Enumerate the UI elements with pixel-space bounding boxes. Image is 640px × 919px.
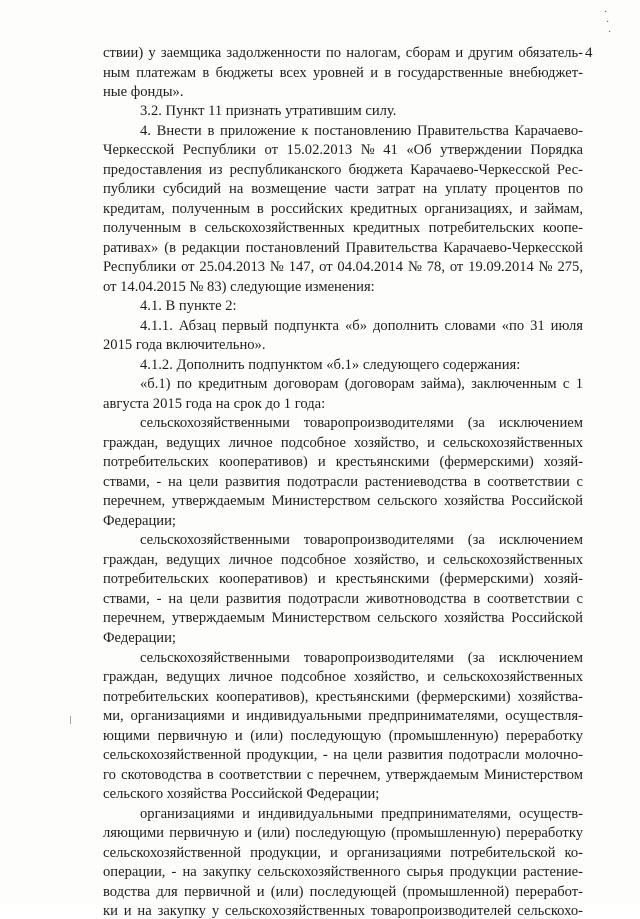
body-line: сельскохозяйственными товаропроизводителями (за исключением bbox=[140, 415, 583, 431]
body-line: публики субсидий на возмещение части затрат на уплату процентов по bbox=[103, 181, 583, 197]
body-line: сельскохозяйственной продукции, и организациями потребительской ко- bbox=[103, 845, 583, 861]
body-line: го скотоводства в соответствии с перечнем, утверждаемым Министерством bbox=[103, 767, 583, 783]
body-line: сельскохозяйственными товаропроизводителями (за исключением bbox=[140, 532, 583, 548]
body-line: потребительских кооперативов) и крестьянскими (фермерскими) хозяй- bbox=[103, 571, 583, 587]
body-line: 2015 года включительно». bbox=[103, 337, 266, 353]
body-line: сельского хозяйства Российской Федерации; bbox=[103, 786, 380, 802]
body-line: потребительских кооперативов) и крестьянскими (фермерскими) хозяй- bbox=[103, 454, 583, 470]
body-line: организациями и индивидуальными предпринимателями, осуществ- bbox=[140, 806, 583, 822]
body-line: кредитам, полученным в российских кредитных организациях, и займам, bbox=[103, 201, 583, 217]
body-line: ные фонды». bbox=[103, 84, 184, 100]
body-line: Федерации; bbox=[103, 630, 176, 646]
body-line: ствами, - на цели развития подотрасли растениеводства в соответствии с bbox=[103, 474, 583, 490]
scan-mark: · bbox=[604, 7, 608, 18]
page-number: 4 bbox=[585, 45, 593, 61]
body-line: 4. Внести в приложение к постановлению Правительства Карачаево- bbox=[140, 123, 583, 139]
body-line: Республики от 25.04.2013 № 147, от 04.04.2014 № 78, от 19.09.2014 № 275, bbox=[103, 259, 583, 275]
body-line: 4.1.1. Абзац первый подпункта «б» дополнить словами «по 31 июля bbox=[140, 318, 583, 334]
body-line: Черкесской Республики от 15.02.2013 № 41 «Об утверждении Порядка bbox=[103, 142, 583, 158]
body-line: «б.1) по кредитным договорам (договорам займа), заключенным с 1 bbox=[140, 376, 583, 392]
body-line: ным платежам в бюджеты всех уровней и в государственные внебюджет- bbox=[103, 65, 583, 81]
body-line: ки и на закупку у сельскохозяйственных товаропроизводителей сельскохо- bbox=[103, 903, 583, 919]
body-line: граждан, ведущих личное подсобное хозяйство, и сельскохозяйственных bbox=[103, 435, 583, 451]
body-line: перечнем, утверждаемым Министерством сельского хозяйства Российской bbox=[103, 610, 583, 626]
scan-mark: · bbox=[606, 17, 610, 28]
body-line: 4.1.2. Дополнить подпунктом «б.1» следующего содержания: bbox=[140, 357, 521, 373]
body-line: ствами, - на цели развития подотрасли животноводства в соответствии с bbox=[103, 591, 583, 607]
body-line: ляющими первичную и (или) последующую (промышленную) переработку bbox=[103, 825, 583, 841]
body-line: ми, организациями и индивидуальными предпринимателями, осуществля- bbox=[103, 708, 583, 724]
body-line: августа 2015 года на срок до 1 года: bbox=[103, 396, 326, 412]
body-line: перечнем, утверждаемым Министерством сельского хозяйства Российской bbox=[103, 493, 583, 509]
body-line: ющими первичную и (или) последующую (промышленную) переработку bbox=[103, 728, 583, 744]
body-line: ствии) у заемщика задолженности по налогам, сборам и другим обязатель- bbox=[103, 45, 583, 61]
body-line: сельскохозяйственными товаропроизводителями (за исключением bbox=[140, 650, 583, 666]
body-line: от 14.04.2015 № 83) следующие изменения: bbox=[103, 279, 375, 295]
body-line: граждан, ведущих личное подсобное хозяйство, и сельскохозяйственных bbox=[103, 669, 583, 685]
body-line: водства для первичной и (или) последующей (промышленной) переработ- bbox=[103, 884, 583, 900]
body-line: предоставления из республиканского бюджета Карачаево-Черкесской Рес- bbox=[103, 162, 583, 178]
scan-edge-mark bbox=[70, 716, 71, 724]
body-line: сельскохозяйственной продукции, - на цели развития подотрасли молочно- bbox=[103, 747, 583, 763]
body-line: полученным в сельскохозяйственных кредитных потребительских коопе- bbox=[103, 220, 583, 236]
body-line: потребительских кооперативов), крестьянскими (фермерскими) хозяйства- bbox=[103, 689, 583, 705]
body-line: 3.2. Пункт 11 признать утратившим силу. bbox=[140, 103, 397, 119]
body-line: операции, - на закупку сельскохозяйственного сырья продукции растение- bbox=[103, 864, 583, 880]
scan-mark: · bbox=[608, 27, 612, 38]
body-line: ративах» (в редакции постановлений Правительства Карачаево-Черкесской bbox=[103, 240, 583, 256]
body-line: Федерации; bbox=[103, 513, 176, 529]
body-line: граждан, ведущих личное подсобное хозяйство, и сельскохозяйственных bbox=[103, 552, 583, 568]
body-line: 4.1. В пункте 2: bbox=[140, 298, 237, 314]
